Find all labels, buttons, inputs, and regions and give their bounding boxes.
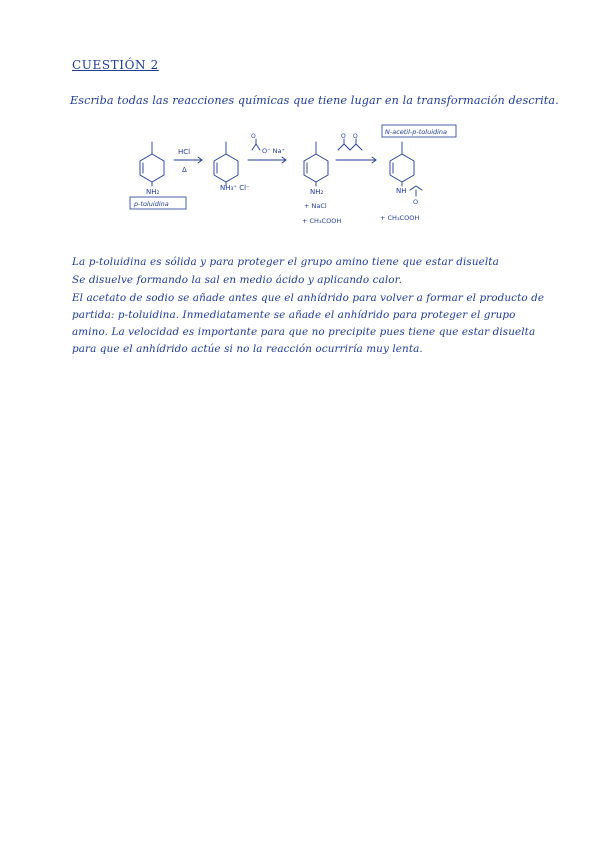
product-label: N-acetil-p-toluidina [385,128,448,136]
svg-text:O: O [251,133,256,140]
reaction-arrow-2 [248,133,286,163]
reaction-scheme [120,120,480,230]
reaction-arrow-3 [336,133,376,163]
answer-line-5: amino. La velocidad es importante para que no precipite pues tiene que estar disuelta [72,326,536,338]
reagent-sodium-acetate: O⁻ Na⁺ [262,147,285,155]
answer-line-1: La p-toluidina es sólida y para proteger el grupo amino tiene que estar disuelta [72,256,499,268]
free-amine-structure [302,142,341,225]
start-amine-group: NH₂ [146,188,160,196]
toluidinium-salt-structure [214,142,250,192]
product-carbonyl-oxygen: O [413,198,419,206]
svg-text:O: O [353,133,358,140]
product-structure [380,125,456,222]
answer-line-6: para que el anhídrido actúe si no la reacción ocurriría muy lenta. [72,343,423,355]
free-amine-group: NH₂ [310,188,324,196]
salt-group: NH₃⁺ Cl⁻ [220,184,250,192]
answer-line-3: El acetato de sodio se añade antes que el anhídrido para volver a formar el producto de [72,292,545,304]
start-compound-label: p-toluidina [134,200,169,208]
reaction-arrow-1 [174,148,202,174]
question-title: CUESTIÓN 2 [72,58,159,72]
product-amide-group: NH [396,187,407,195]
reagent-hcl: HCl [178,148,191,156]
answer-line-2: Se disuelve formando la sal en medio ácido y aplicando calor. [72,274,402,286]
byproduct-acetic-acid-2: + CH₃COOH [380,214,420,222]
question-instruction: Escriba todas las reacciones químicas que tiene lugar en la transformación descrita. [70,94,559,107]
svg-text:O: O [341,133,346,140]
reagent-heat: Δ [182,166,187,174]
byproduct-nacl: + NaCl [304,202,327,210]
answer-line-4: partida: p-toluidina. Inmediatamente se añade el anhídrido para proteger el grupo [72,309,516,321]
byproduct-acetic-acid-1: + CH₃COOH [302,217,342,225]
